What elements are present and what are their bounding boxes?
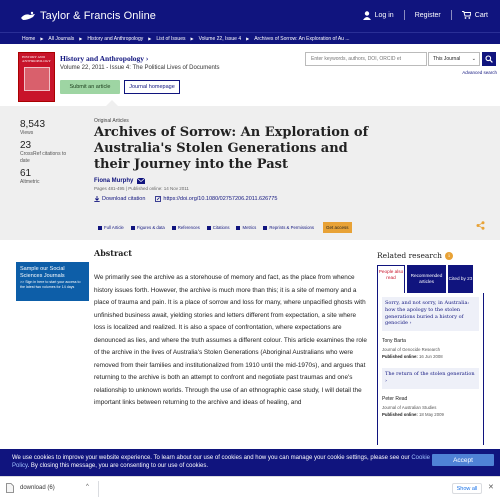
altmetric-label: Altmetric <box>20 178 40 185</box>
breadcrumb-home[interactable]: Home <box>22 35 36 42</box>
citation-row <box>94 196 277 202</box>
related-date <box>382 354 479 359</box>
article-tools <box>98 222 352 233</box>
article-type: Original Articles <box>94 118 129 124</box>
views-count: 8,543 <box>20 119 46 130</box>
journal-volume[interactable]: Volume 22, 2011 - Issue 4: The Political Lives of Documents <box>60 65 220 71</box>
tab-people-also-read[interactable]: People also read <box>377 265 405 297</box>
cookie-message <box>12 455 442 470</box>
download-item[interactable] <box>6 483 55 493</box>
chevron-right-icon: › <box>409 320 412 327</box>
related-article-link[interactable] <box>382 368 479 389</box>
search-scope-value: This Journal <box>433 56 461 62</box>
full-article-label: Full Article <box>104 225 124 230</box>
crossref-label: CrossRef citations to date <box>20 151 67 164</box>
author-name: Fiona Murphy <box>94 178 134 184</box>
references-tab[interactable] <box>172 225 200 230</box>
breadcrumb-arrow-icon: ▶ <box>40 36 44 41</box>
abstract-text: We primarily see the archive as a storehouse of memory and fact, as the place from whence history issues forth. However, the archive is much more than this; it is a site of memory and a place of trauma and pain. It is a place of sorrow and loss for many, where unpacified ghosts with unfinished business await, yielding stories and letters different from expectation, a site where loss is localized and realized. It is also a space of confrontation, where expectations are denounced as lies, and where the truth assumes a different colour. This article examines the role of the archive in the lives of Australia's Stolen Generations (Aboriginal Australians who were removed from their families and institutionalized from 1910 until the mid-1970s), and argues that returning to the archive is both an attempt to confront and negotiate past traumas and one's relationship to unknown worlds. Through the use of an ethnographic case study, I will detail the important links between returning to the archive and ideas of healing, and <box>94 274 367 406</box>
altmetric-count[interactable]: 61 <box>20 167 32 179</box>
cart-link[interactable] <box>462 11 488 19</box>
promo-subtitle: >> Sign in here to start your access to the latest two volumes for 14 days <box>20 280 81 289</box>
breadcrumb-arrow-icon: ▶ <box>190 36 194 41</box>
divider <box>451 10 452 20</box>
download-citation-link[interactable] <box>94 196 145 202</box>
references-icon <box>172 226 176 230</box>
user-icon <box>363 11 371 20</box>
search-button[interactable] <box>482 52 496 66</box>
related-article-title: Sorry, and not sorry, in Australia: how the apology to the stolen generations buried a history of genocide <box>385 300 470 327</box>
breadcrumb-current: Archives of Sorrow: An Exploration of Au ... <box>254 35 350 42</box>
chevron-down-icon: ⌄ <box>471 56 476 62</box>
journal-title-text: History and Anthropology <box>60 54 145 63</box>
search-scope-select[interactable] <box>428 52 480 66</box>
reprints-label: Reprints & Permissions <box>269 225 314 230</box>
download-citation-label: Download citation <box>102 196 146 202</box>
cookie-banner <box>0 449 500 476</box>
search-icon <box>485 55 493 63</box>
bar-chart-icon <box>236 226 240 230</box>
related-date <box>382 412 479 417</box>
download-shelf <box>0 476 500 500</box>
journal-homepage-button[interactable]: Journal homepage <box>124 80 180 94</box>
document-icon <box>98 226 102 230</box>
download-file-name: download (6) <box>20 485 55 491</box>
printer-icon <box>263 226 267 230</box>
submit-article-button[interactable]: Submit an article <box>60 80 120 94</box>
header-notch <box>98 100 126 114</box>
author[interactable] <box>94 178 145 184</box>
doi-text: https://doi.org/10.1080/02757206.2011.626775 <box>163 196 278 202</box>
chevron-up-icon[interactable]: ^ <box>86 484 89 490</box>
register-link[interactable] <box>415 12 441 19</box>
chevron-right-icon: › <box>145 54 149 63</box>
site-header <box>0 0 500 32</box>
figures-tab[interactable] <box>131 225 165 230</box>
promo-title: Sample our Social Sciences Journals <box>20 266 65 279</box>
breadcrumb-journal[interactable]: History and Anthropology <box>87 35 144 42</box>
cookie-text-after: . By closing this message, you are consenting to our use of cookies. <box>27 462 208 469</box>
cover-title: HISTORY AND ANTHROPOLOGY <box>22 55 51 63</box>
reprints-tab[interactable] <box>263 225 314 230</box>
views-label: Views <box>20 130 34 136</box>
full-article-tab[interactable] <box>98 225 124 230</box>
related-research-label: Related research <box>377 251 442 260</box>
link-icon <box>155 196 161 202</box>
breadcrumb-arrow-icon: ▶ <box>246 36 250 41</box>
related-author: Peter Read <box>382 395 408 402</box>
breadcrumb-volume[interactable]: Volume 22, Issue 4 <box>198 35 242 42</box>
related-article-title: The return of the stolen generation <box>385 371 475 377</box>
date-label: Published online: <box>382 354 418 359</box>
image-icon <box>131 226 135 230</box>
journal-title[interactable] <box>60 54 148 63</box>
crossref-count[interactable]: 23 <box>20 140 32 152</box>
advanced-search-link[interactable]: Advanced search <box>462 70 497 75</box>
cover-image <box>24 67 50 91</box>
tab-cited-by[interactable]: Cited by 23 <box>448 265 473 293</box>
date-label: Published online: <box>382 411 418 417</box>
tab-recommended-articles[interactable]: Recommended articles <box>407 265 446 293</box>
related-list <box>377 293 484 445</box>
divider <box>98 481 99 497</box>
cart-icon <box>462 11 471 19</box>
chevron-right-icon: › <box>385 377 387 384</box>
sample-journals-promo[interactable] <box>16 262 89 301</box>
quote-icon <box>207 226 211 230</box>
cart-label: Cart <box>474 11 488 19</box>
references-label: References <box>177 225 200 230</box>
get-access-button[interactable]: Get access <box>323 222 352 233</box>
breadcrumb <box>0 32 500 44</box>
share-icon <box>476 221 485 230</box>
journal-header <box>0 44 500 106</box>
breadcrumb-arrow-icon: ▶ <box>79 36 83 41</box>
info-icon[interactable]: i <box>445 252 453 260</box>
article-metrics <box>20 120 68 190</box>
cookie-policy-link[interactable]: Cookie Policy <box>12 455 431 469</box>
related-research-title <box>377 251 453 260</box>
figures-label: Figures & data <box>136 225 165 230</box>
metrics-tab[interactable] <box>236 225 256 230</box>
article-title: Archives of Sorrow: An Exploration of Australia's Stolen Generations and their Journey into the Past <box>94 125 369 173</box>
doi-link[interactable] <box>155 196 277 202</box>
abstract-heading: Abstract <box>94 248 132 258</box>
register-label: Register <box>414 11 441 19</box>
login-link[interactable] <box>363 11 394 20</box>
citations-tab[interactable] <box>207 225 230 230</box>
citations-label: Citations <box>212 225 230 230</box>
lamp-logo-icon <box>20 11 36 22</box>
brand-logo[interactable] <box>20 10 156 22</box>
date-value: 18 May 2009 <box>419 411 444 417</box>
related-article-link[interactable] <box>382 297 479 331</box>
breadcrumb-arrow-icon: ▶ <box>148 36 152 41</box>
accept-cookies-button[interactable]: Accept <box>432 454 494 466</box>
breadcrumb-all-journals[interactable]: All Journals <box>48 35 75 42</box>
close-icon[interactable]: ✕ <box>488 484 494 491</box>
related-journal: Journal of Australian Studies <box>382 404 437 410</box>
divider <box>404 10 405 20</box>
list-item <box>378 364 483 422</box>
publication-info: Pages 481-495 | Published online: 14 Nov 2011 <box>94 186 189 191</box>
metrics-label: Metrics <box>242 225 257 230</box>
list-item <box>378 293 483 364</box>
brand-name: Taylor & Francis Online <box>40 10 157 22</box>
breadcrumb-issues[interactable]: List of Issues <box>156 35 186 42</box>
share-button[interactable] <box>476 221 485 232</box>
show-all-button[interactable]: Show all <box>452 483 482 494</box>
download-icon <box>94 196 100 202</box>
envelope-icon[interactable] <box>137 178 145 184</box>
file-icon <box>6 483 14 493</box>
journal-cover[interactable] <box>18 52 55 102</box>
date-value: 16 Jun 2008 <box>419 354 443 359</box>
related-author: Tony Barta <box>382 338 406 344</box>
login-label: Log in <box>374 11 394 19</box>
search-input[interactable] <box>305 52 427 66</box>
cookie-text-before: We use cookies to improve your website experience. To learn about our use of cookies and how you can manage your cookie settings, please see our <box>12 455 412 461</box>
related-journal: Journal of Genocide Research <box>382 347 441 352</box>
